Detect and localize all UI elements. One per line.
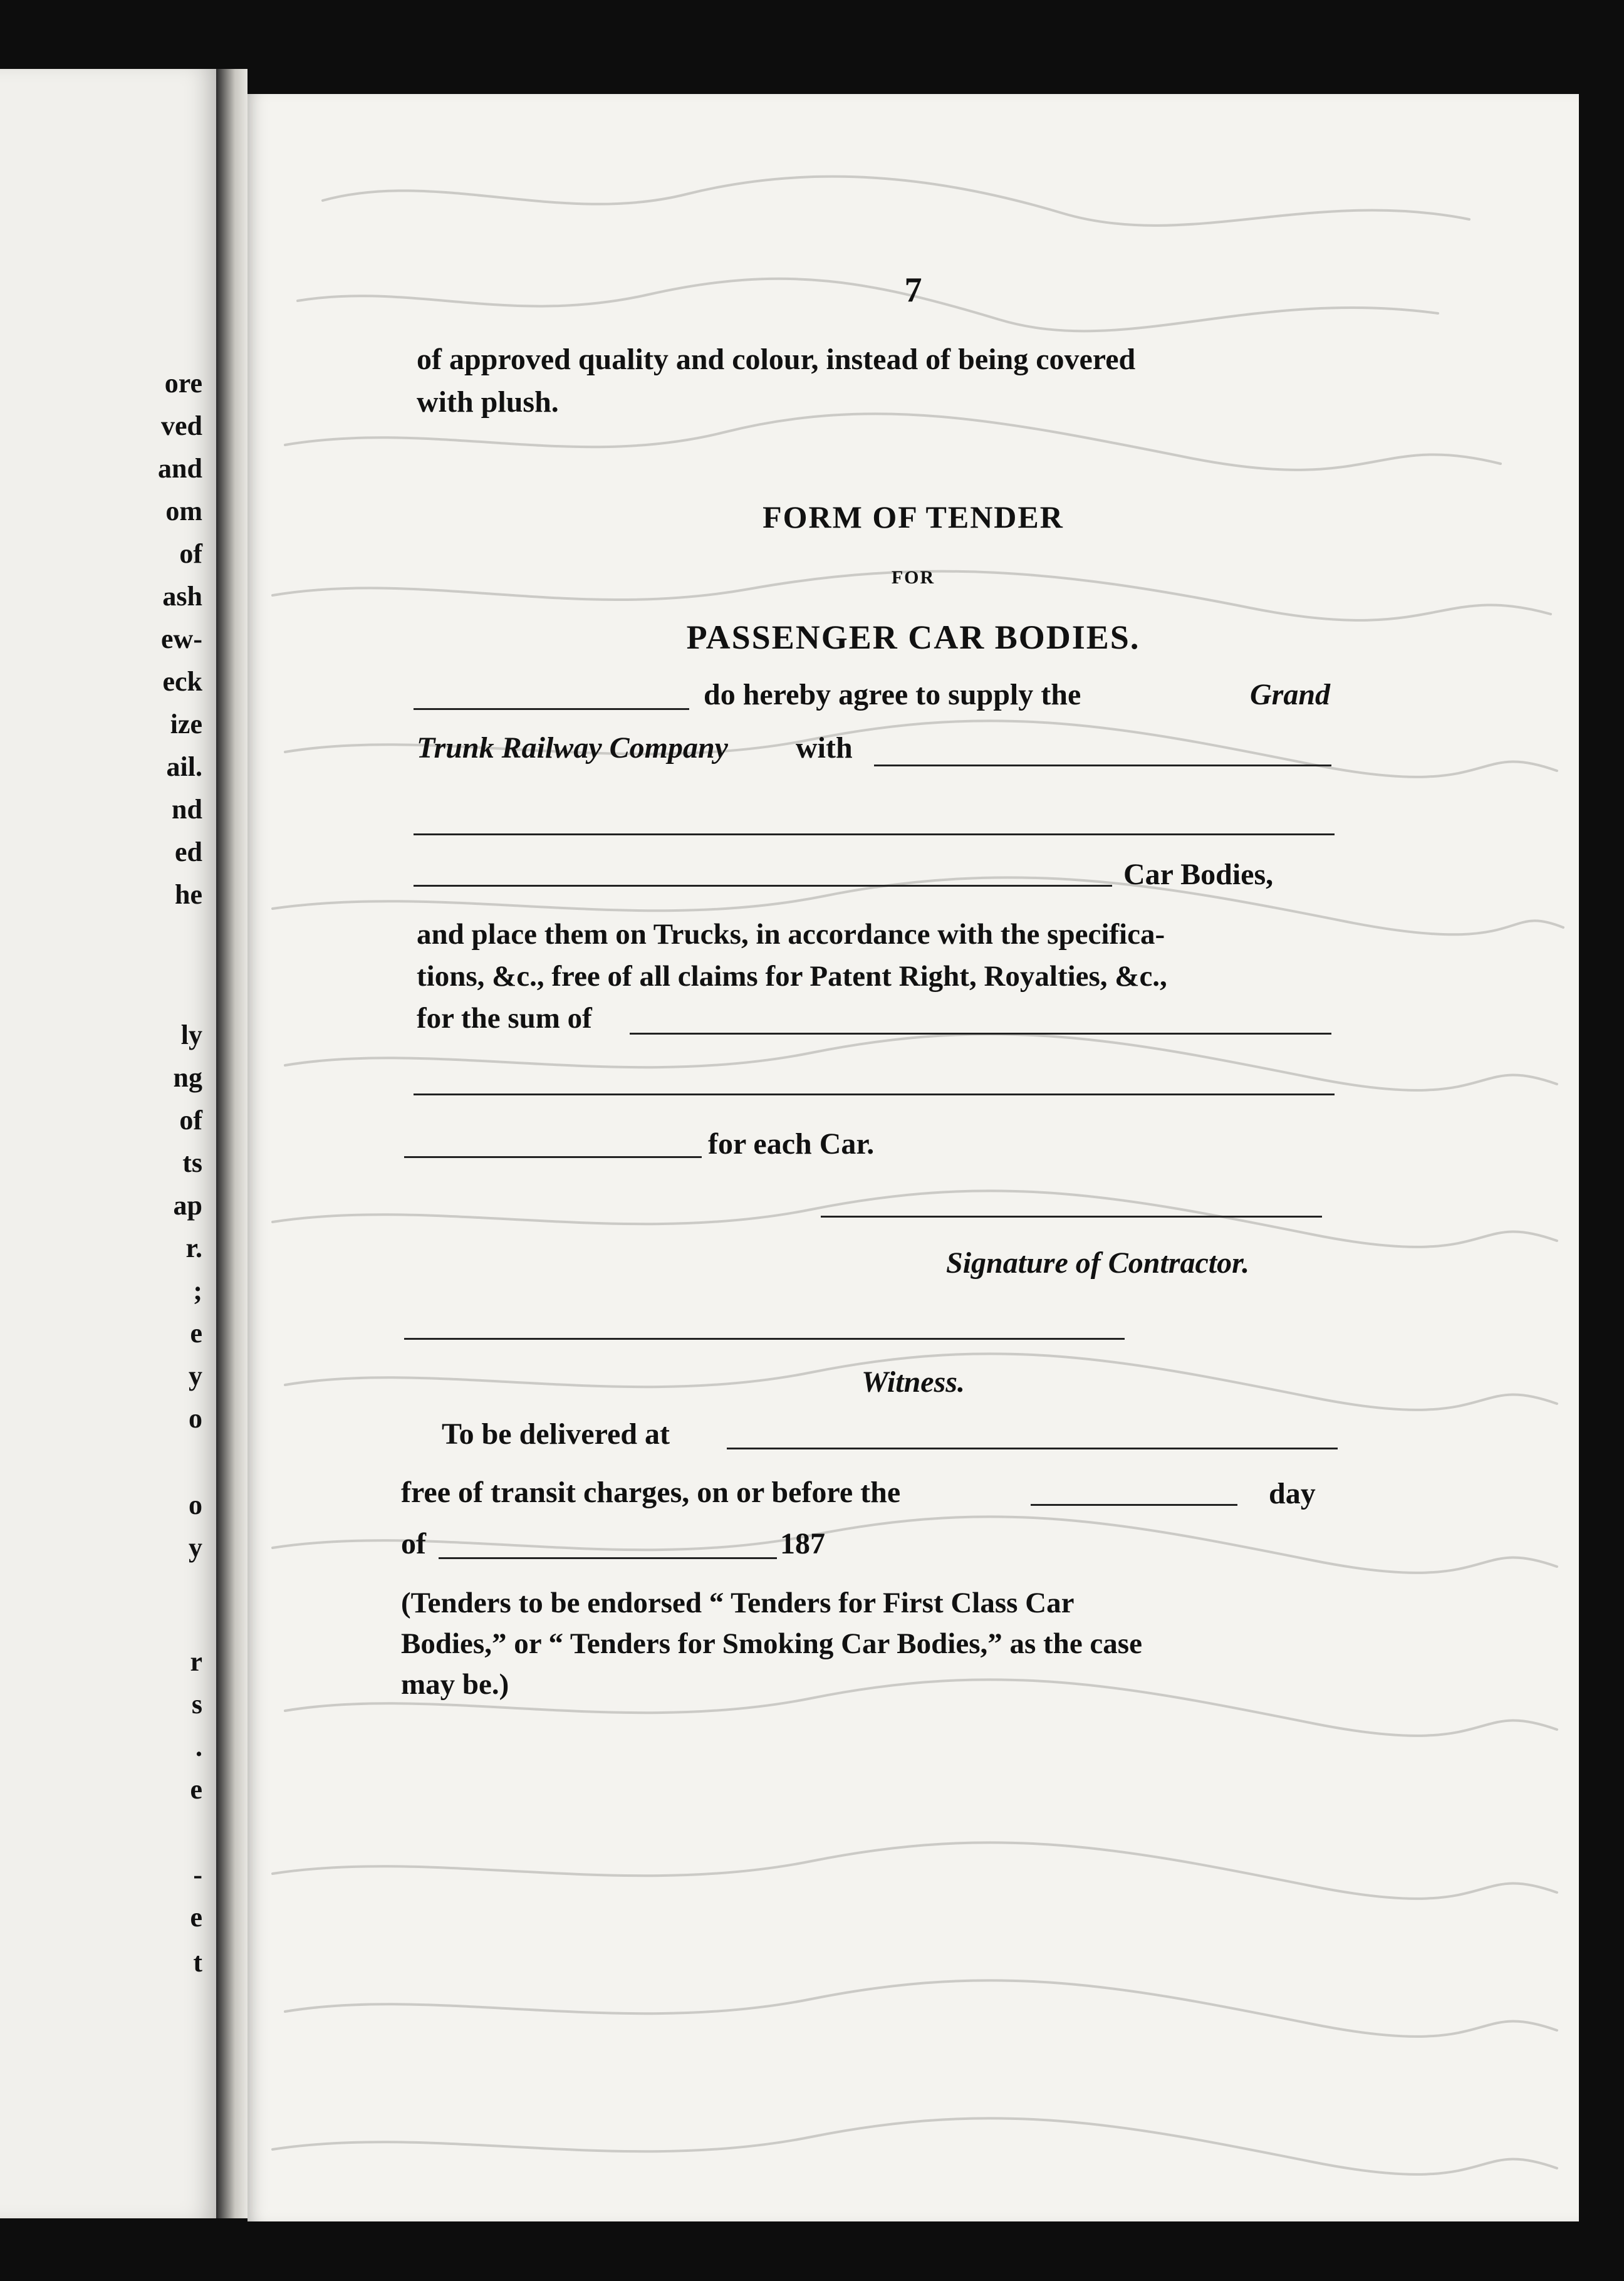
left-page-fragment: y — [189, 1360, 202, 1391]
supply-blank-3[interactable] — [414, 885, 1112, 887]
left-page-fragment: ts — [182, 1147, 202, 1178]
signature-label: Signature of Contractor. — [946, 1246, 1250, 1280]
left-page-fragment: s — [191, 1689, 202, 1720]
form-title: FORM OF TENDER — [763, 499, 1064, 535]
left-page-fragment: om — [165, 496, 202, 526]
left-page — [0, 69, 216, 2218]
left-page-fragment: r — [190, 1646, 202, 1677]
left-page-fragment: ed — [175, 837, 202, 867]
form-for: FOR — [891, 567, 935, 588]
book-gutter — [216, 69, 247, 2218]
left-page-fragment: - — [193, 1859, 202, 1890]
left-page-fragment: o — [189, 1490, 202, 1520]
left-page-fragment: ew- — [161, 624, 202, 654]
left-page-fragment: t — [193, 1947, 202, 1978]
left-page-fragment: ved — [161, 410, 202, 441]
left-page-fragment: e — [190, 1774, 202, 1805]
sum-blank-1[interactable] — [630, 1033, 1331, 1035]
supply-blank-1[interactable] — [874, 765, 1331, 766]
note-line-3: may be.) — [401, 1668, 509, 1701]
signature-line[interactable] — [821, 1216, 1322, 1218]
sum-blank-3[interactable] — [404, 1156, 702, 1158]
left-page-fragment: of — [179, 1105, 202, 1135]
left-page-fragment: of — [179, 538, 202, 569]
intro-line-1: of approved quality and colour, instead of being covered — [417, 343, 1136, 376]
left-page-fragment: o — [189, 1403, 202, 1434]
transit-text: free of transit charges, on or before the — [401, 1476, 901, 1509]
left-page-fragment: . — [195, 1731, 202, 1762]
left-page-fragment: ash — [162, 581, 202, 612]
left-page-fragment: and — [158, 453, 202, 484]
form-subject: PASSENGER CAR BODIES. — [686, 619, 1140, 656]
agree-text: do hereby agree to supply the — [704, 678, 1081, 711]
company-name-part-2: Trunk Railway Company — [417, 731, 728, 765]
witness-label: Witness. — [861, 1365, 965, 1399]
of-text: of — [401, 1527, 426, 1560]
year-text: 187 — [780, 1527, 825, 1560]
each-car-text: for each Car. — [708, 1127, 875, 1161]
day-blank[interactable] — [1031, 1504, 1237, 1506]
contractor-name-line[interactable] — [414, 708, 689, 710]
left-page-fragment: ; — [193, 1275, 202, 1306]
left-page-fragment: nd — [172, 794, 202, 825]
left-page-fragment: ize — [170, 709, 202, 739]
left-page-fragment: ore — [164, 368, 202, 399]
left-page-fragment: he — [175, 879, 202, 910]
left-page-fragment: e — [190, 1902, 202, 1933]
left-page-fragment: r. — [185, 1233, 202, 1263]
left-page-fragment: y — [189, 1532, 202, 1563]
body-line-2: tions, &c., free of all claims for Patent Right, Royalties, &c., — [417, 960, 1167, 993]
witness-line[interactable] — [404, 1338, 1125, 1340]
delivery-place-blank[interactable] — [727, 1448, 1338, 1449]
body-line-1: and place them on Trucks, in accordance with the specifica- — [417, 918, 1165, 951]
body-line-3: for the sum of — [417, 1002, 592, 1035]
note-line-1: (Tenders to be endorsed “ Tenders for First Class Car — [401, 1587, 1075, 1619]
with-text: with — [796, 731, 853, 765]
left-page-fragment: eck — [162, 666, 202, 697]
left-page-fragment: ap — [173, 1190, 202, 1221]
left-page-fragment: ng — [173, 1062, 202, 1093]
car-bodies-text: Car Bodies, — [1123, 858, 1274, 891]
company-name-part-1: Grand — [1250, 678, 1331, 711]
supply-blank-2[interactable] — [414, 833, 1335, 835]
left-page-fragment: e — [190, 1318, 202, 1349]
sum-blank-2[interactable] — [414, 1094, 1335, 1095]
left-page-fragment: ail. — [166, 751, 202, 782]
intro-line-2: with plush. — [417, 385, 559, 419]
note-line-2: Bodies,” or “ Tenders for Smoking Car Bodies,” as the case — [401, 1627, 1142, 1660]
day-text: day — [1269, 1477, 1316, 1510]
right-page — [247, 94, 1579, 2221]
page-number: 7 — [904, 271, 922, 310]
date-blank[interactable] — [439, 1557, 777, 1559]
left-page-fragment: ly — [180, 1020, 202, 1050]
delivered-text: To be delivered at — [442, 1417, 670, 1451]
